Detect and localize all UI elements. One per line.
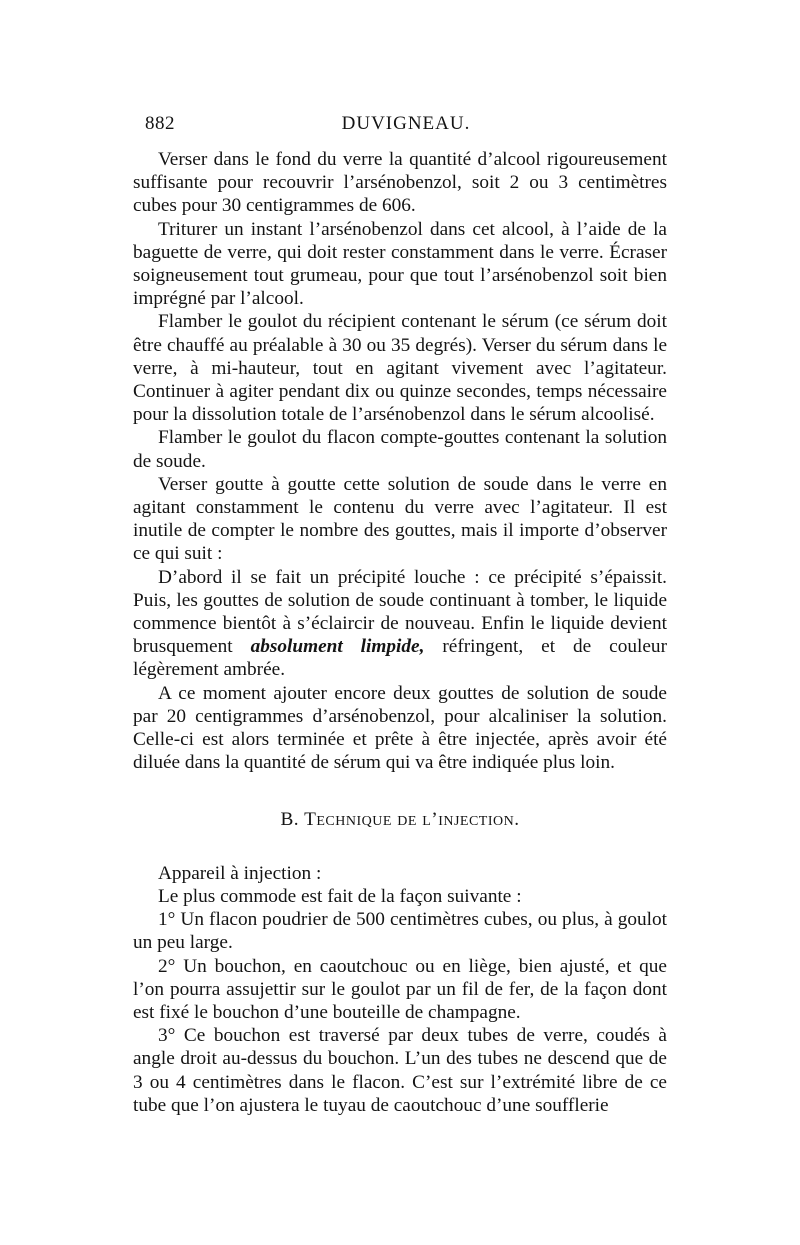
paragraph-6-start: D’abord il se fait un précipité louche : ce précipité s’épaissit. Puis, les gouttes de solution de soude continuant à tomber, le liquide commence bientôt à s’éclaircir de nouveau. Enfin le liquide devient brusquement (133, 566, 667, 658)
body-text (133, 148, 667, 1117)
paragraph-5: Verser goutte à goutte cette solution de soude dans le verre en agitant constamment le contenu du verre avec l’agitateur. Il est inutile de compter le nombre des gouttes, mais il importe d’observer ce qui suit : (133, 473, 667, 565)
paragraph-3: Flamber le goulot du récipient contenant le sérum (ce sérum doit être chauffé au préalable à 30 ou 35 degrés). Verser du sérum dans le verre, à mi-hauteur, tout en agitant vivement avec l’agitateur. Continuer à agiter pendant dix ou quinze secondes, temps nécessaire pour la dissolution totale de l’arsénobenzol dans le sérum alcoolisé. (133, 311, 667, 426)
paragraph-6-end: réfringent, et de couleur légèrement ambrée. (133, 636, 667, 681)
section-paragraph-4: 2° Un bouchon, en caoutchouc ou en liège, bien ajusté, et que l’on pourra assujettir sur le goulot par un fil de fer, de la façon dont est fixé le bouchon d’une bouteille de champagne. (133, 955, 667, 1023)
running-title: DUVIGNEAU. (341, 113, 471, 134)
paragraph-1: Verser dans le fond du verre la quantité d’alcool rigoureusement suffisante pour recouvrir l’arsénobenzol, soit 2 ou 3 centimètres cubes pour 30 centigrammes de 606. (133, 149, 667, 217)
paragraph-2: Triturer un instant l’arsénobenzol dans cet alcool, à l’aide de la baguette de verre, qui doit rester constamment dans le verre. Écraser soigneusement tout grumeau, pour que tout l’arsénobenzol soit bien imprégné par l’alcool. (133, 218, 667, 310)
section-paragraph-3: 1° Un flacon poudrier de 500 centimètres cubes, ou plus, à goulot un peu large. (133, 909, 667, 954)
section-paragraph-1: Appareil à injection : (158, 862, 322, 884)
section-heading: B. Technique de l’injection. (280, 809, 520, 831)
paragraph-4: Flamber le goulot du flacon compte-gouttes contenant la solution de soude. (133, 427, 667, 472)
paragraph-7: A ce moment ajouter encore deux gouttes de solution de soude par 20 centigrammes d’arsénobenzol, pour alcaliniser la solution. Celle-ci est alors terminée et prête à être injectée, après avoir été diluée dans la quantité de sérum qui va être indiquée plus loin. (133, 682, 667, 774)
section-paragraph-2: Le plus commode est fait de la façon suivante : (158, 885, 522, 907)
section-paragraph-5: 3° Ce bouchon est traversé par deux tubes de verre, coudés à angle droit au-dessus du bouchon. L’un des tubes ne descend que de 3 ou 4 centimètres dans le flacon. C’est sur l’extrémité libre de ce tube que l’on ajustera le tuyau de caoutchouc d’une soufflerie (133, 1025, 667, 1116)
emphasis-limpide: absolument limpide, (250, 636, 425, 658)
page-number: 882 (145, 113, 175, 134)
paragraph-6 (133, 566, 667, 682)
